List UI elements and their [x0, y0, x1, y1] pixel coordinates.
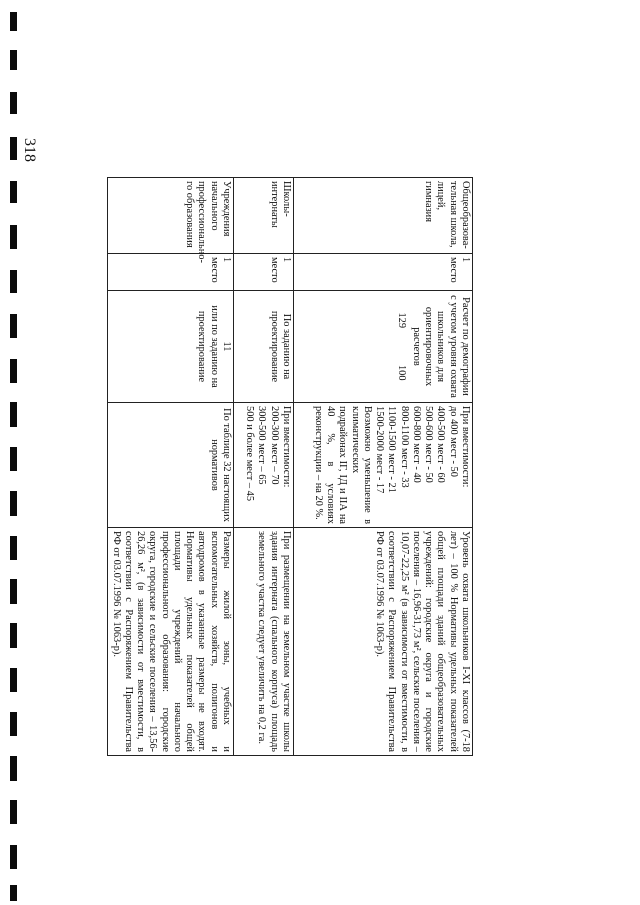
binding-mark	[10, 623, 17, 648]
object-cell: Учреждения начального профессионально-го образования	[108, 178, 234, 254]
capacity-line: 800-1100 мест - 33	[398, 406, 410, 488]
binding-mark	[10, 668, 17, 692]
capacity-line: 1500-2000 мест - 17	[374, 406, 386, 494]
binding-mark	[10, 137, 17, 160]
norm-text: Расчет по демографии с учетом уровня охвата школьников для ориентировочных расчетов	[410, 295, 471, 398]
page-number: 318	[21, 138, 38, 162]
norm-text: или по заданию на проектирование	[196, 305, 220, 388]
binding-mark	[10, 314, 17, 338]
notes-cell: При размещении на земельном участке школы здания интерната (спального корпуса) площадь земельного участка следует увеличить на 0,2 га.	[234, 528, 294, 756]
norm-number: 11	[221, 341, 232, 352]
capacity-line: до 400 мест - 50	[447, 406, 459, 477]
binding-mark	[10, 536, 17, 560]
notes-cell: Уровень охвата школьников I-XI классов (7-18 лет) – 100 % Нормативы удельных показателей общей площади зданий общеобразовательных учреждений: городские округа и городские поселения – 16,96-31,73 м², сельские поселения – 10,07-22,25 м² (в зависимости от вместимости, в соответствии с Распоряжением Правительства РФ от 03.07.1996 № 1063-р).	[294, 528, 473, 756]
capacity-line: Возможно уменьшение в климатических подрайонах IГ, IД и IIА на 40 %, в условиях реконструкции – на 20 %.	[312, 406, 373, 524]
capacity-line: 300-500 мест – 65	[256, 406, 268, 485]
notes-cell: Размеры жилой зоны, учебных и вспомогательных хозяйств, полигонов и автодромов в указанные размеры не входят. Нормативы удельных показателей общей площади учреждений начального профессионального образования: городские округа, городские и сельские поселения – 13,56-26,26 м², (в зависимости от вместимости, в соответствии с Распоряжением Правительства РФ от 03.07.1996 № 1063-р).	[108, 528, 234, 756]
binding-mark	[10, 181, 17, 203]
binding-mark	[10, 12, 17, 31]
norm-number: 100	[395, 364, 407, 381]
binding-mark	[10, 800, 17, 824]
binding-mark	[10, 359, 17, 383]
unit-cell: 1 место	[108, 254, 234, 291]
binding-mark	[10, 270, 17, 293]
unit-cell: 1 место	[294, 254, 473, 291]
binding-mark	[10, 491, 17, 516]
object-cell: Школы-интернаты	[234, 178, 294, 254]
capacity-line: 400-500 мест - 60	[435, 406, 447, 483]
binding-mark	[10, 845, 17, 869]
table-row	[294, 178, 473, 756]
binding-mark	[10, 225, 17, 249]
binding-mark	[10, 402, 17, 427]
norm-number: 129	[395, 312, 407, 329]
capacity-line: 200-300 мест – 70	[268, 406, 280, 485]
capacity-line: При вместимости:	[460, 406, 471, 488]
capacity-line: 600-800 мест - 40	[410, 406, 422, 483]
binding-mark	[10, 885, 17, 901]
norm-cell	[294, 291, 473, 403]
table-row	[234, 178, 294, 756]
binding-mark	[10, 92, 17, 114]
capacity-cell: По таблице 32 настоящих нормативов	[108, 403, 234, 528]
table-row	[108, 178, 234, 756]
binding-mark	[10, 447, 17, 471]
capacity-line: 1100-1500 мест - 21	[386, 406, 398, 493]
binding-mark	[10, 50, 17, 70]
capacity-line: 500 и более мест – 45	[244, 406, 256, 502]
norm-cell: По заданию на проектирование	[234, 291, 294, 403]
binding-mark	[10, 756, 17, 781]
capacity-cell	[294, 403, 473, 528]
norms-table	[107, 177, 473, 756]
binding-mark	[10, 712, 17, 736]
object-cell: Общеобразова-тельная школа, лицей, гимназия	[294, 178, 473, 254]
capacity-cell	[234, 403, 294, 528]
rotated-page-content	[110, 177, 473, 755]
capacity-line: При вместимости:	[281, 406, 292, 488]
unit-cell: 1 место	[234, 254, 294, 291]
norm-cell	[108, 291, 234, 403]
capacity-line: 500-600 мест - 50	[423, 406, 435, 483]
binding-mark	[10, 579, 17, 604]
